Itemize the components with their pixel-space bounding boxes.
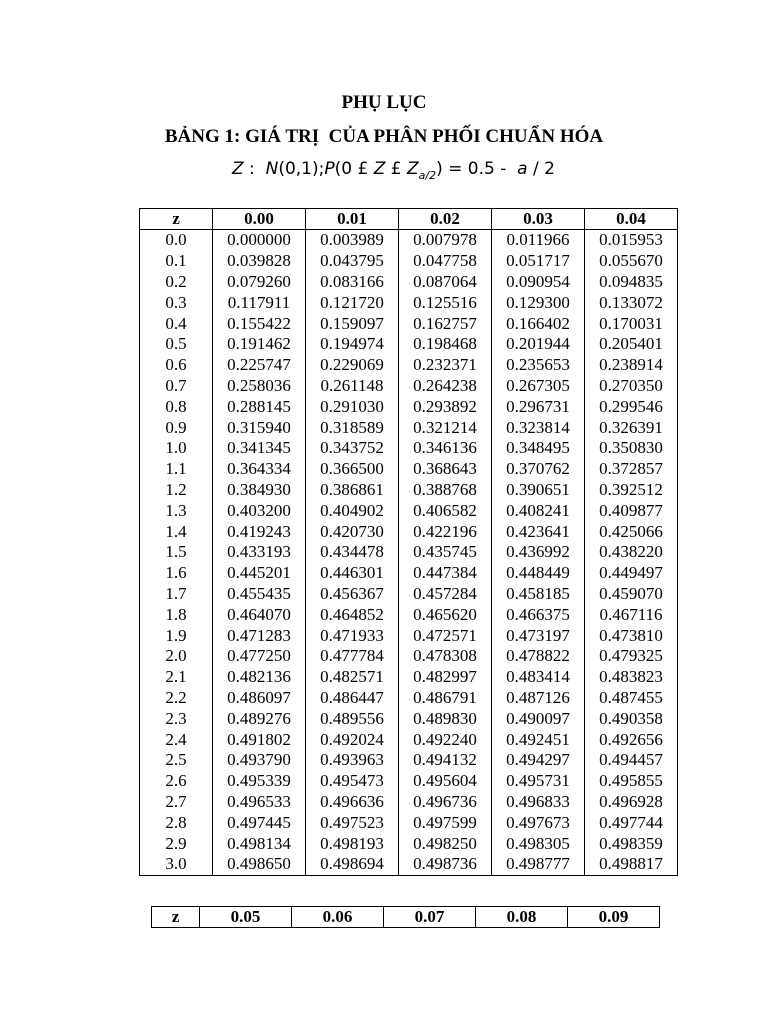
z-value-cell: 1.9 xyxy=(140,625,213,646)
z-value-cell: 2.7 xyxy=(140,792,213,813)
probability-cell: 0.497523 xyxy=(306,812,399,833)
probability-cell: 0.489276 xyxy=(213,708,306,729)
header-cell: 0.05 xyxy=(200,907,292,928)
table-row xyxy=(140,542,678,563)
probability-cell: 0.318589 xyxy=(306,417,399,438)
probability-cell: 0.489556 xyxy=(306,708,399,729)
probability-cell: 0.264238 xyxy=(399,376,492,397)
probability-cell: 0.366500 xyxy=(306,459,399,480)
probability-cell: 0.495731 xyxy=(492,771,585,792)
table-row xyxy=(140,604,678,625)
probability-cell: 0.433193 xyxy=(213,542,306,563)
probability-cell: 0.225747 xyxy=(213,355,306,376)
header-cell: 0.01 xyxy=(306,209,399,230)
probability-cell: 0.492240 xyxy=(399,729,492,750)
probability-cell: 0.464070 xyxy=(213,604,306,625)
probability-cell: 0.392512 xyxy=(585,480,678,501)
z-value-cell: 1.0 xyxy=(140,438,213,459)
formula-args: (0,1); xyxy=(278,159,325,179)
probability-cell: 0.341345 xyxy=(213,438,306,459)
probability-cell: 0.270350 xyxy=(585,376,678,397)
probability-cell: 0.343752 xyxy=(306,438,399,459)
probability-cell: 0.471283 xyxy=(213,625,306,646)
z-value-cell: 1.4 xyxy=(140,521,213,542)
probability-cell: 0.090954 xyxy=(492,272,585,293)
probability-cell: 0.047758 xyxy=(399,251,492,272)
probability-cell: 0.492656 xyxy=(585,729,678,750)
probability-cell: 0.003989 xyxy=(306,230,399,251)
probability-cell: 0.494132 xyxy=(399,750,492,771)
table-row xyxy=(140,459,678,480)
probability-cell: 0.039828 xyxy=(213,251,306,272)
probability-cell: 0.162757 xyxy=(399,313,492,334)
formula-end: / 2 xyxy=(527,159,555,179)
probability-cell: 0.166402 xyxy=(492,313,585,334)
probability-cell: 0.299546 xyxy=(585,396,678,417)
page-title: PHỤ LỤC xyxy=(341,92,427,113)
z-value-cell: 0.2 xyxy=(140,272,213,293)
probability-cell: 0.492024 xyxy=(306,729,399,750)
formula-z2: Z xyxy=(373,159,386,179)
probability-cell: 0.497744 xyxy=(585,812,678,833)
probability-cell: 0.467116 xyxy=(585,604,678,625)
header-cell: 0.00 xyxy=(213,209,306,230)
z-value-cell: 1.6 xyxy=(140,563,213,584)
table-row xyxy=(140,688,678,709)
probability-cell: 0.458185 xyxy=(492,584,585,605)
probability-cell: 0.435745 xyxy=(399,542,492,563)
header-cell: 0.03 xyxy=(492,209,585,230)
probability-cell: 0.457284 xyxy=(399,584,492,605)
formula-z: Z xyxy=(232,159,244,179)
probability-cell: 0.194974 xyxy=(306,334,399,355)
probability-cell: 0.496636 xyxy=(306,792,399,813)
formula-n: N xyxy=(265,159,279,179)
z-value-cell: 0.4 xyxy=(140,313,213,334)
probability-cell: 0.496736 xyxy=(399,792,492,813)
probability-cell: 0.496533 xyxy=(213,792,306,813)
z-value-cell: 1.5 xyxy=(140,542,213,563)
probability-cell: 0.409877 xyxy=(585,500,678,521)
header-cell: z xyxy=(152,907,200,928)
z-value-cell: 2.8 xyxy=(140,812,213,833)
probability-cell: 0.459070 xyxy=(585,584,678,605)
probability-cell: 0.495855 xyxy=(585,771,678,792)
probability-cell: 0.498694 xyxy=(306,854,399,875)
probability-cell: 0.492451 xyxy=(492,729,585,750)
formula-p: P xyxy=(324,159,335,179)
probability-cell: 0.482136 xyxy=(213,667,306,688)
probability-cell: 0.472571 xyxy=(399,625,492,646)
probability-cell: 0.498650 xyxy=(213,854,306,875)
z-value-cell: 2.4 xyxy=(140,729,213,750)
probability-cell: 0.445201 xyxy=(213,563,306,584)
probability-cell: 0.482997 xyxy=(399,667,492,688)
probability-cell: 0.498817 xyxy=(585,854,678,875)
table-row xyxy=(140,771,678,792)
table-row xyxy=(140,521,678,542)
table-row xyxy=(140,396,678,417)
probability-cell: 0.478822 xyxy=(492,646,585,667)
probability-cell: 0.368643 xyxy=(399,459,492,480)
header-cell: 0.04 xyxy=(585,209,678,230)
table-body xyxy=(140,230,678,876)
z-value-cell: 1.3 xyxy=(140,500,213,521)
probability-cell: 0.466375 xyxy=(492,604,585,625)
probability-cell: 0.419243 xyxy=(213,521,306,542)
probability-cell: 0.490097 xyxy=(492,708,585,729)
table-header-row xyxy=(140,209,678,230)
probability-cell: 0.323814 xyxy=(492,417,585,438)
probability-cell: 0.125516 xyxy=(399,292,492,313)
formula xyxy=(232,159,555,182)
probability-cell: 0.079260 xyxy=(213,272,306,293)
probability-cell: 0.493790 xyxy=(213,750,306,771)
probability-cell: 0.159097 xyxy=(306,313,399,334)
probability-cell: 0.496928 xyxy=(585,792,678,813)
probability-cell: 0.205401 xyxy=(585,334,678,355)
probability-cell: 0.288145 xyxy=(213,396,306,417)
probability-cell: 0.487126 xyxy=(492,688,585,709)
z-value-cell: 1.1 xyxy=(140,459,213,480)
z-value-cell: 0.3 xyxy=(140,292,213,313)
table-row xyxy=(140,708,678,729)
probability-cell: 0.497673 xyxy=(492,812,585,833)
probability-cell: 0.487455 xyxy=(585,688,678,709)
probability-cell: 0.446301 xyxy=(306,563,399,584)
probability-cell: 0.434478 xyxy=(306,542,399,563)
header-cell: 0.07 xyxy=(384,907,476,928)
probability-cell: 0.267305 xyxy=(492,376,585,397)
z-value-cell: 1.2 xyxy=(140,480,213,501)
probability-cell: 0.425066 xyxy=(585,521,678,542)
z-value-cell: 0.8 xyxy=(140,396,213,417)
probability-cell: 0.436992 xyxy=(492,542,585,563)
table-row xyxy=(140,750,678,771)
formula-rest: ) = 0.5 - xyxy=(436,159,518,179)
probability-cell: 0.404902 xyxy=(306,500,399,521)
probability-cell: 0.129300 xyxy=(492,292,585,313)
probability-cell: 0.364334 xyxy=(213,459,306,480)
probability-cell: 0.201944 xyxy=(492,334,585,355)
probability-cell: 0.321214 xyxy=(399,417,492,438)
table-row xyxy=(140,854,678,875)
probability-cell: 0.455435 xyxy=(213,584,306,605)
probability-cell: 0.464852 xyxy=(306,604,399,625)
header-cell: 0.06 xyxy=(292,907,384,928)
z-value-cell: 0.5 xyxy=(140,334,213,355)
probability-cell: 0.473197 xyxy=(492,625,585,646)
probability-cell: 0.489830 xyxy=(399,708,492,729)
probability-cell: 0.258036 xyxy=(213,376,306,397)
probability-cell: 0.293892 xyxy=(399,396,492,417)
probability-cell: 0.007978 xyxy=(399,230,492,251)
table-row xyxy=(140,355,678,376)
table-row xyxy=(140,438,678,459)
probability-cell: 0.326391 xyxy=(585,417,678,438)
probability-cell: 0.497599 xyxy=(399,812,492,833)
probability-cell: 0.493963 xyxy=(306,750,399,771)
probability-cell: 0.486791 xyxy=(399,688,492,709)
probability-cell: 0.423641 xyxy=(492,521,585,542)
probability-cell: 0.473810 xyxy=(585,625,678,646)
probability-cell: 0.403200 xyxy=(213,500,306,521)
probability-cell: 0.465620 xyxy=(399,604,492,625)
z-value-cell: 2.0 xyxy=(140,646,213,667)
probability-cell: 0.170031 xyxy=(585,313,678,334)
probability-cell: 0.477250 xyxy=(213,646,306,667)
probability-cell: 0.495604 xyxy=(399,771,492,792)
probability-cell: 0.491802 xyxy=(213,729,306,750)
table-title: BẢNG 1: GIÁ TRỊ CỦA PHÂN PHỐI CHUẨN HÓA xyxy=(164,126,604,147)
probability-cell: 0.498250 xyxy=(399,833,492,854)
probability-cell: 0.083166 xyxy=(306,272,399,293)
formula-z3: Z xyxy=(406,159,419,179)
probability-cell: 0.483823 xyxy=(585,667,678,688)
z-value-cell: 0.6 xyxy=(140,355,213,376)
probability-cell: 0.043795 xyxy=(306,251,399,272)
table-row xyxy=(140,563,678,584)
probability-cell: 0.370762 xyxy=(492,459,585,480)
z-value-cell: 2.1 xyxy=(140,667,213,688)
probability-cell: 0.348495 xyxy=(492,438,585,459)
table-row xyxy=(140,272,678,293)
header-cell: 0.02 xyxy=(399,209,492,230)
probability-cell: 0.406582 xyxy=(399,500,492,521)
probability-cell: 0.479325 xyxy=(585,646,678,667)
table-row xyxy=(140,292,678,313)
z-value-cell: 2.3 xyxy=(140,708,213,729)
z-value-cell: 1.8 xyxy=(140,604,213,625)
formula-mid: £ xyxy=(385,159,407,179)
probability-cell: 0.384930 xyxy=(213,480,306,501)
table-row xyxy=(140,833,678,854)
formula-open: (0 £ xyxy=(334,159,374,179)
table-row xyxy=(140,230,678,251)
probability-cell: 0.477784 xyxy=(306,646,399,667)
table-row xyxy=(140,480,678,501)
probability-cell: 0.296731 xyxy=(492,396,585,417)
table-row xyxy=(140,251,678,272)
z-value-cell: 0.9 xyxy=(140,417,213,438)
probability-cell: 0.449497 xyxy=(585,563,678,584)
probability-cell: 0.011966 xyxy=(492,230,585,251)
probability-cell: 0.498134 xyxy=(213,833,306,854)
probability-cell: 0.495339 xyxy=(213,771,306,792)
table-row xyxy=(140,417,678,438)
probability-cell: 0.388768 xyxy=(399,480,492,501)
probability-cell: 0.238914 xyxy=(585,355,678,376)
probability-cell: 0.498736 xyxy=(399,854,492,875)
probability-cell: 0.232371 xyxy=(399,355,492,376)
z-value-cell: 0.1 xyxy=(140,251,213,272)
probability-cell: 0.291030 xyxy=(306,396,399,417)
probability-cell: 0.133072 xyxy=(585,292,678,313)
probability-cell: 0.350830 xyxy=(585,438,678,459)
probability-cell: 0.498359 xyxy=(585,833,678,854)
table-row xyxy=(140,376,678,397)
probability-cell: 0.490358 xyxy=(585,708,678,729)
probability-cell: 0.495473 xyxy=(306,771,399,792)
probability-cell: 0.087064 xyxy=(399,272,492,293)
formula-tilde: : xyxy=(243,159,266,179)
normal-distribution-table xyxy=(139,208,678,876)
probability-cell: 0.494457 xyxy=(585,750,678,771)
probability-cell: 0.386861 xyxy=(306,480,399,501)
probability-cell: 0.346136 xyxy=(399,438,492,459)
table-row xyxy=(140,500,678,521)
probability-cell: 0.478308 xyxy=(399,646,492,667)
normal-distribution-table-continued xyxy=(151,906,660,928)
header-cell: z xyxy=(140,209,213,230)
formula-alpha: a xyxy=(517,159,528,179)
z-value-cell: 2.5 xyxy=(140,750,213,771)
z-value-cell: 1.7 xyxy=(140,584,213,605)
probability-cell: 0.000000 xyxy=(213,230,306,251)
probability-cell: 0.198468 xyxy=(399,334,492,355)
z-value-cell: 2.2 xyxy=(140,688,213,709)
header-cell: 0.09 xyxy=(568,907,660,928)
z-value-cell: 3.0 xyxy=(140,854,213,875)
table-row xyxy=(140,729,678,750)
probability-cell: 0.422196 xyxy=(399,521,492,542)
probability-cell: 0.315940 xyxy=(213,417,306,438)
probability-cell: 0.390651 xyxy=(492,480,585,501)
z-value-cell: 2.9 xyxy=(140,833,213,854)
probability-cell: 0.235653 xyxy=(492,355,585,376)
table-row xyxy=(140,812,678,833)
probability-cell: 0.486097 xyxy=(213,688,306,709)
probability-cell: 0.498777 xyxy=(492,854,585,875)
probability-cell: 0.055670 xyxy=(585,251,678,272)
probability-cell: 0.155422 xyxy=(213,313,306,334)
probability-cell: 0.094835 xyxy=(585,272,678,293)
table-row xyxy=(140,584,678,605)
table-row xyxy=(140,625,678,646)
probability-cell: 0.121720 xyxy=(306,292,399,313)
probability-cell: 0.486447 xyxy=(306,688,399,709)
table-row xyxy=(140,667,678,688)
probability-cell: 0.471933 xyxy=(306,625,399,646)
probability-cell: 0.498305 xyxy=(492,833,585,854)
probability-cell: 0.496833 xyxy=(492,792,585,813)
probability-cell: 0.498193 xyxy=(306,833,399,854)
probability-cell: 0.261148 xyxy=(306,376,399,397)
probability-cell: 0.447384 xyxy=(399,563,492,584)
formula-subscript: a/2 xyxy=(418,169,437,182)
probability-cell: 0.448449 xyxy=(492,563,585,584)
z-value-cell: 2.6 xyxy=(140,771,213,792)
probability-cell: 0.438220 xyxy=(585,542,678,563)
z-value-cell: 0.7 xyxy=(140,376,213,397)
table-row xyxy=(140,646,678,667)
probability-cell: 0.229069 xyxy=(306,355,399,376)
header-cell: 0.08 xyxy=(476,907,568,928)
probability-cell: 0.483414 xyxy=(492,667,585,688)
probability-cell: 0.015953 xyxy=(585,230,678,251)
probability-cell: 0.482571 xyxy=(306,667,399,688)
table-header-row xyxy=(152,907,660,928)
probability-cell: 0.372857 xyxy=(585,459,678,480)
z-value-cell: 0.0 xyxy=(140,230,213,251)
probability-cell: 0.051717 xyxy=(492,251,585,272)
table-row xyxy=(140,313,678,334)
probability-cell: 0.117911 xyxy=(213,292,306,313)
probability-cell: 0.408241 xyxy=(492,500,585,521)
probability-cell: 0.191462 xyxy=(213,334,306,355)
probability-cell: 0.420730 xyxy=(306,521,399,542)
probability-cell: 0.456367 xyxy=(306,584,399,605)
table-row xyxy=(140,792,678,813)
probability-cell: 0.494297 xyxy=(492,750,585,771)
table-row xyxy=(140,334,678,355)
probability-cell: 0.497445 xyxy=(213,812,306,833)
